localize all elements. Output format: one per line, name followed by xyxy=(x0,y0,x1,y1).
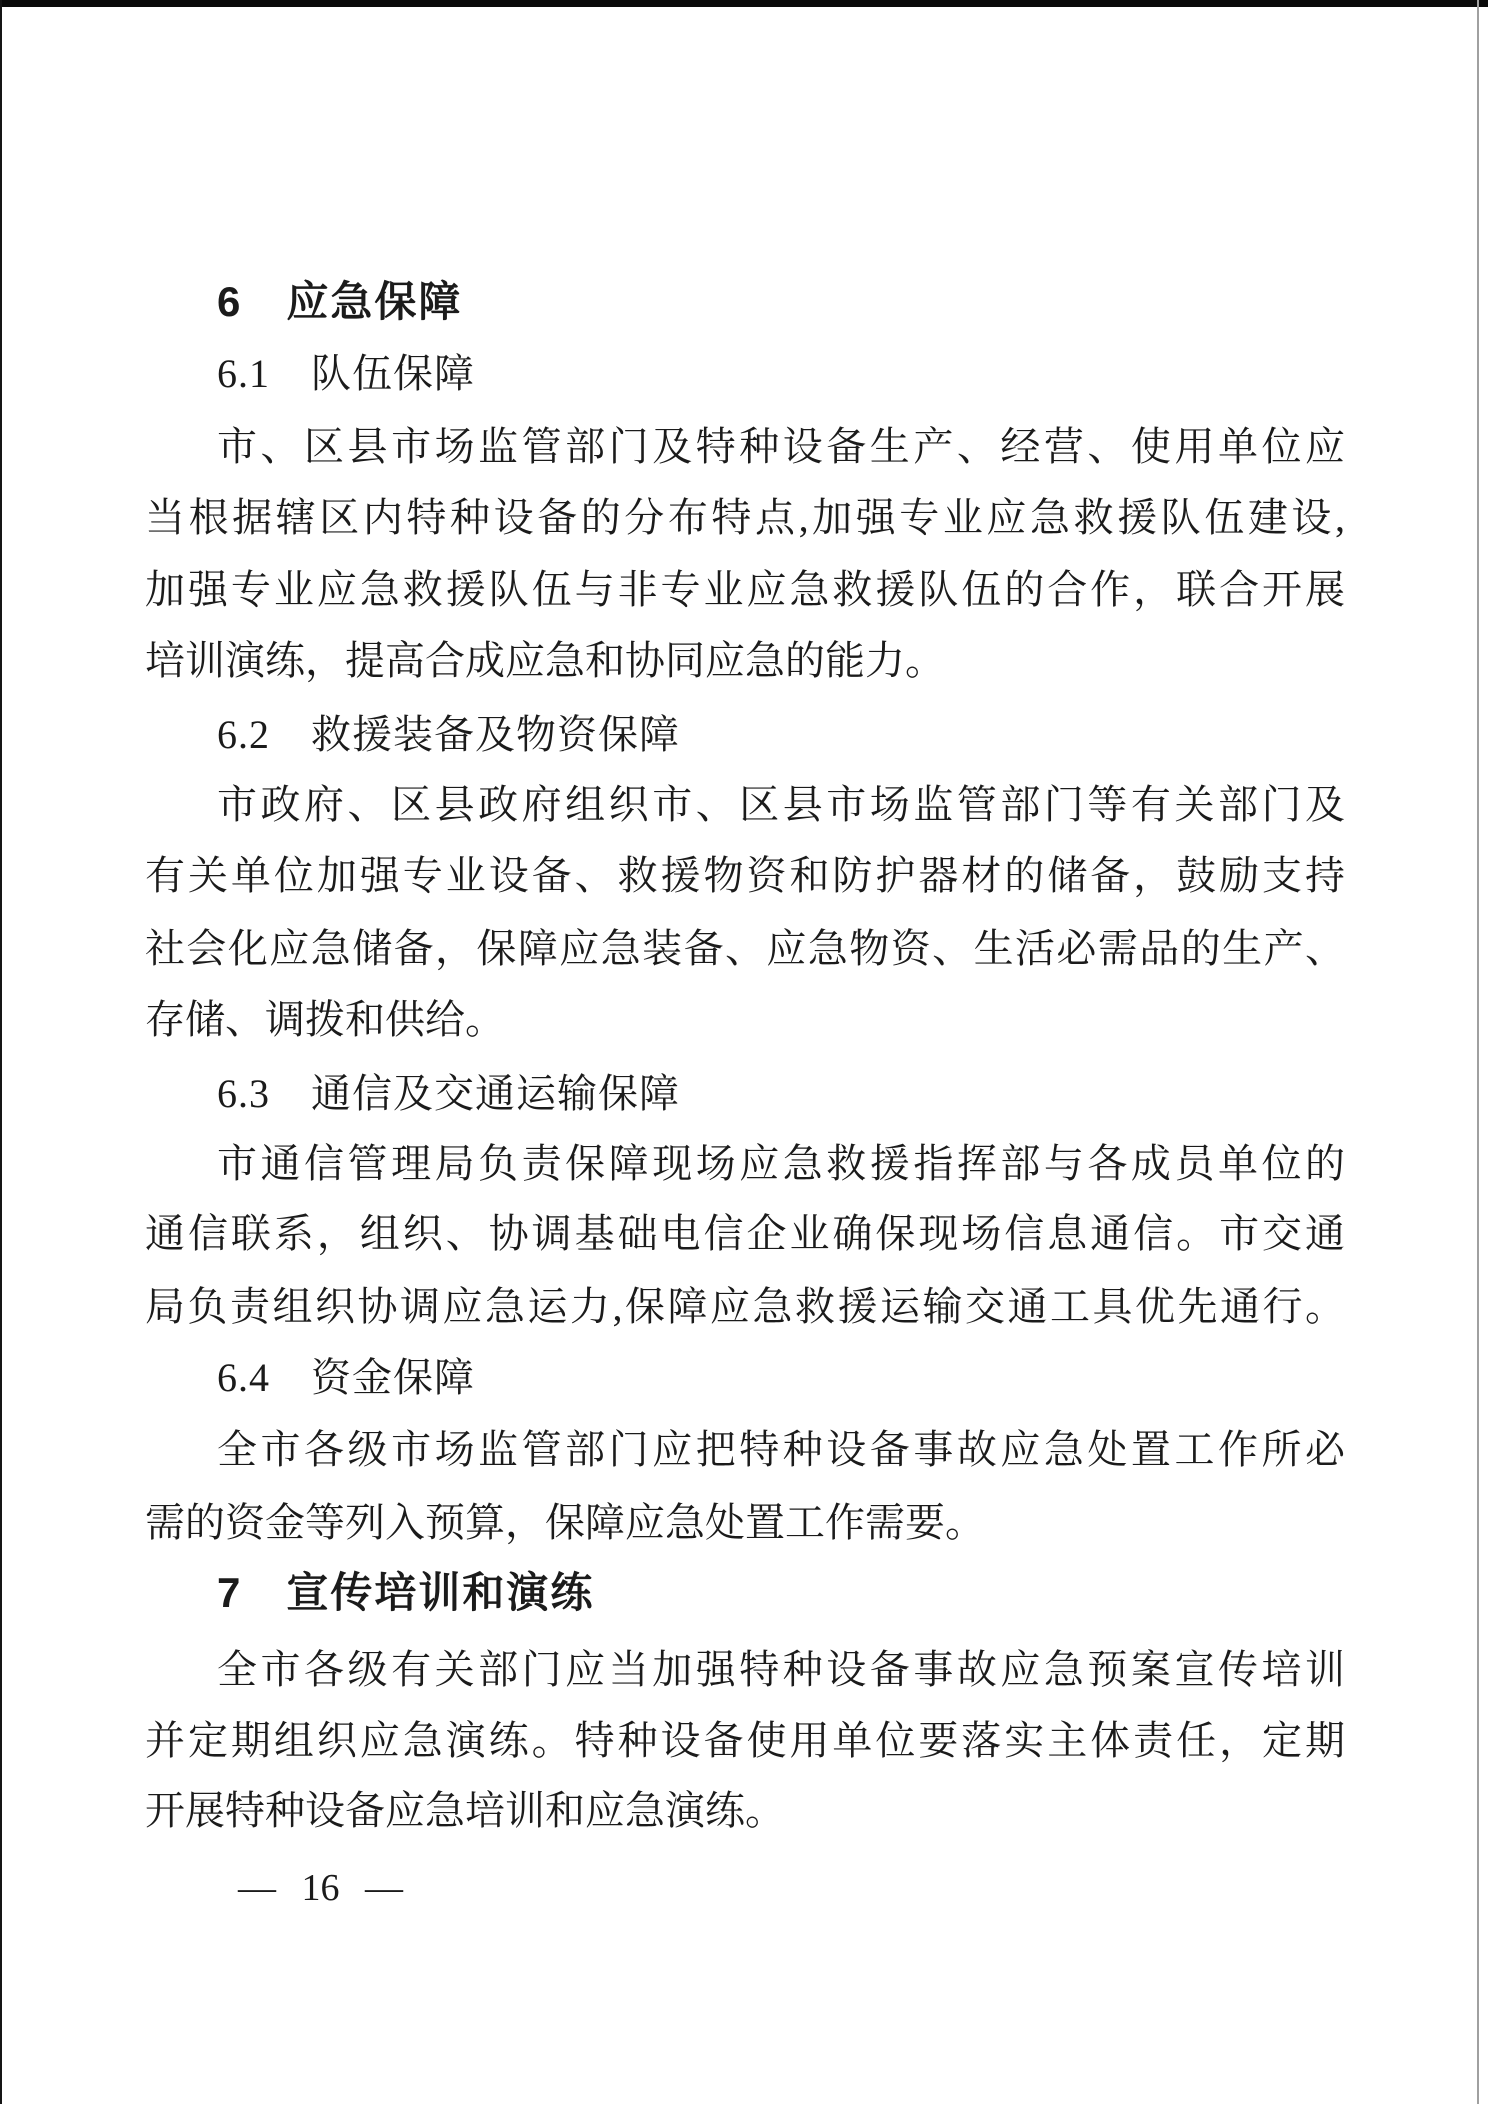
para-6-4-line: 需的资金等列入预算，保障应急处置工作需要。 xyxy=(145,1500,985,1545)
para-6-2-line: 市政府、区县政府组织市、区县市场监管部门等有关部门及 xyxy=(217,782,1345,827)
para-6-2-line: 社会化应急储备，保障应急装备、应急物资、生活必需品的生产、 xyxy=(145,926,1345,971)
para-6-1-line: 市、区县市场监管部门及特种设备生产、经营、使用单位应 xyxy=(217,424,1345,469)
page-number: — 16 — xyxy=(238,1867,403,1909)
para-6-2-line: 有关单位加强专业设备、救援物资和防护器材的储备，鼓励支持 xyxy=(145,853,1345,898)
section-6-heading: 6 应急保障 xyxy=(217,278,463,325)
para-6-3-line: 通信联系，组织、协调基础电信企业确保现场信息通信。市交通 xyxy=(145,1211,1345,1256)
section-6-4-heading: 6.4 资金保障 xyxy=(217,1355,475,1400)
para-6-1-line: 当根据辖区内特种设备的分布特点,加强专业应急救援队伍建设, xyxy=(145,495,1345,540)
page-top-edge xyxy=(0,0,1488,7)
page-right-edge xyxy=(1477,0,1479,2104)
para-6-3-line: 局负责组织协调应急运力,保障应急救援运输交通工具优先通行。 xyxy=(145,1284,1345,1329)
para-6-1-line: 培训演练，提高合成应急和协同应急的能力。 xyxy=(145,638,945,683)
section-6-2-heading: 6.2 救援装备及物资保障 xyxy=(217,712,680,757)
para-6-2-line: 存储、调拨和供给。 xyxy=(145,997,505,1042)
para-6-3-line: 市通信管理局负责保障现场应急救援指挥部与各成员单位的 xyxy=(217,1141,1345,1186)
page-left-edge xyxy=(0,0,2,2104)
section-6-3-heading: 6.3 通信及交通运输保障 xyxy=(217,1071,680,1116)
section-7-heading: 7 宣传培训和演练 xyxy=(217,1569,595,1616)
para-7-line: 开展特种设备应急培训和应急演练。 xyxy=(145,1788,785,1833)
section-6-1-heading: 6.1 队伍保障 xyxy=(217,351,475,396)
para-7-line: 全市各级有关部门应当加强特种设备事故应急预案宣传培训 xyxy=(217,1647,1345,1692)
para-7-line: 并定期组织应急演练。特种设备使用单位要落实主体责任，定期 xyxy=(145,1718,1345,1763)
para-6-4-line: 全市各级市场监管部门应把特种设备事故应急处置工作所必 xyxy=(217,1427,1345,1472)
para-6-1-line: 加强专业应急救援队伍与非专业应急救援队伍的合作，联合开展 xyxy=(145,567,1345,612)
